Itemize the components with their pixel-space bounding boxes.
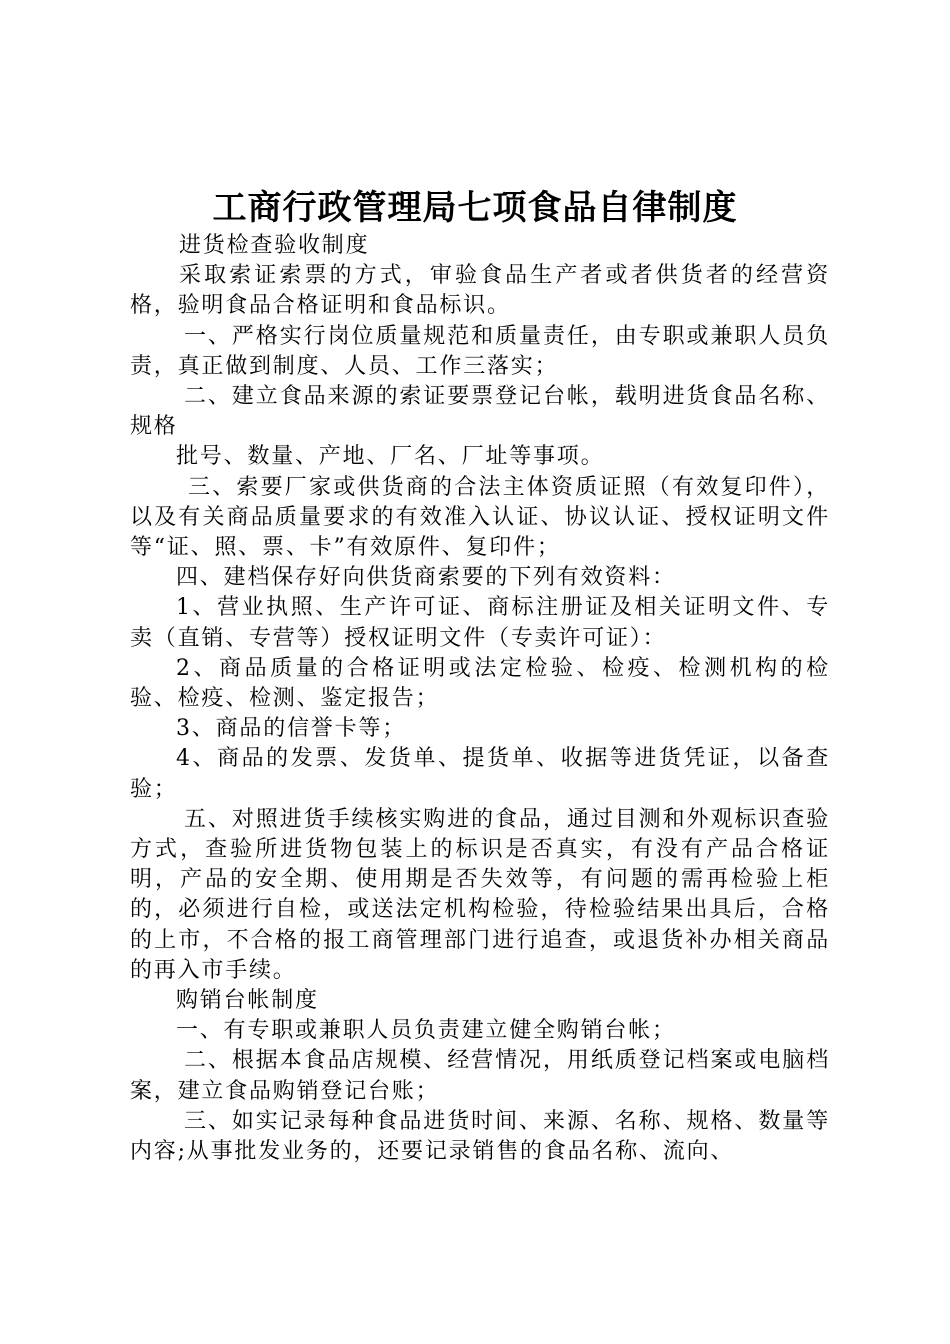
document-body [130,231,830,1167]
paragraph: 批号、数量、产地、厂名、厂址等事项。 [176,444,605,470]
paragraph: 一、严格实行岗位质量规范和质量责任，由专职或兼职人员负责，真正做到制度、人员、工作三落实； [130,323,830,379]
paragraph: 五、对照进货手续核实购进的食品，通过目测和外观标识查验方式，查验所进货物包装上的标识是否真实，有没有产品合格证明，产品的安全期、使用期是否失效等，有问题的需再检验上柜的，必须进行自检，或送法定机构检验，待检验结果出具后，合格的上市，不合格的报工商管理部门进行追查，或退货补办相关商品的再入市手续。 [130,806,830,983]
list-item: 4、商品的发票、发货单、提货单、收据等进货凭证，以备查验； [130,746,830,802]
paragraph: 三、如实记录每种食品进货时间、来源、名称、规格、数量等内容;从事批发业务的，还要记录销售的食品名称、流向、 [130,1108,830,1165]
list-item: 2、商品质量的合格证明或法定检验、检疫、检测机构的检验、检疫、检测、鉴定报告； [130,655,830,712]
list-item: 1、营业执照、生产许可证、商标注册证及相关证明文件、专卖（直销、专营等）授权证明文件（专卖许可证）： [130,595,830,651]
section-heading-inspection: 进货检查验收制度 [179,233,370,258]
paragraph: 三、索要厂家或供货商的合法主体资质证照（有效复印件），以及有关商品质量要求的有效准入认证、协议认证、授权证明文件等“证、照、票、卡”有效原件、复印件； [130,474,830,561]
document-title: 工商行政管理局七项食品自律制度 [212,188,738,228]
list-item: 3、商品的信誉卡等； [176,716,406,742]
paragraph: 四、建档保存好向供货商索要的下列有效资料： [176,565,676,591]
section-heading-ledger: 购销台帐制度 [176,988,319,1014]
paragraph: 采取索证索票的方式，审验食品生产者或者供货者的经营资格，验明食品合格证明和食品标识。 [130,263,830,319]
paragraph: 二、根据本食品店规模、经营情况，用纸质登记档案或电脑档案，建立食品购销登记台账； [130,1048,830,1104]
paragraph: 二、建立食品来源的索证要票登记台帐，载明进货食品名称、规格 [130,384,830,440]
paragraph: 一、有专职或兼职人员负责建立健全购销台帐； [176,1018,676,1044]
